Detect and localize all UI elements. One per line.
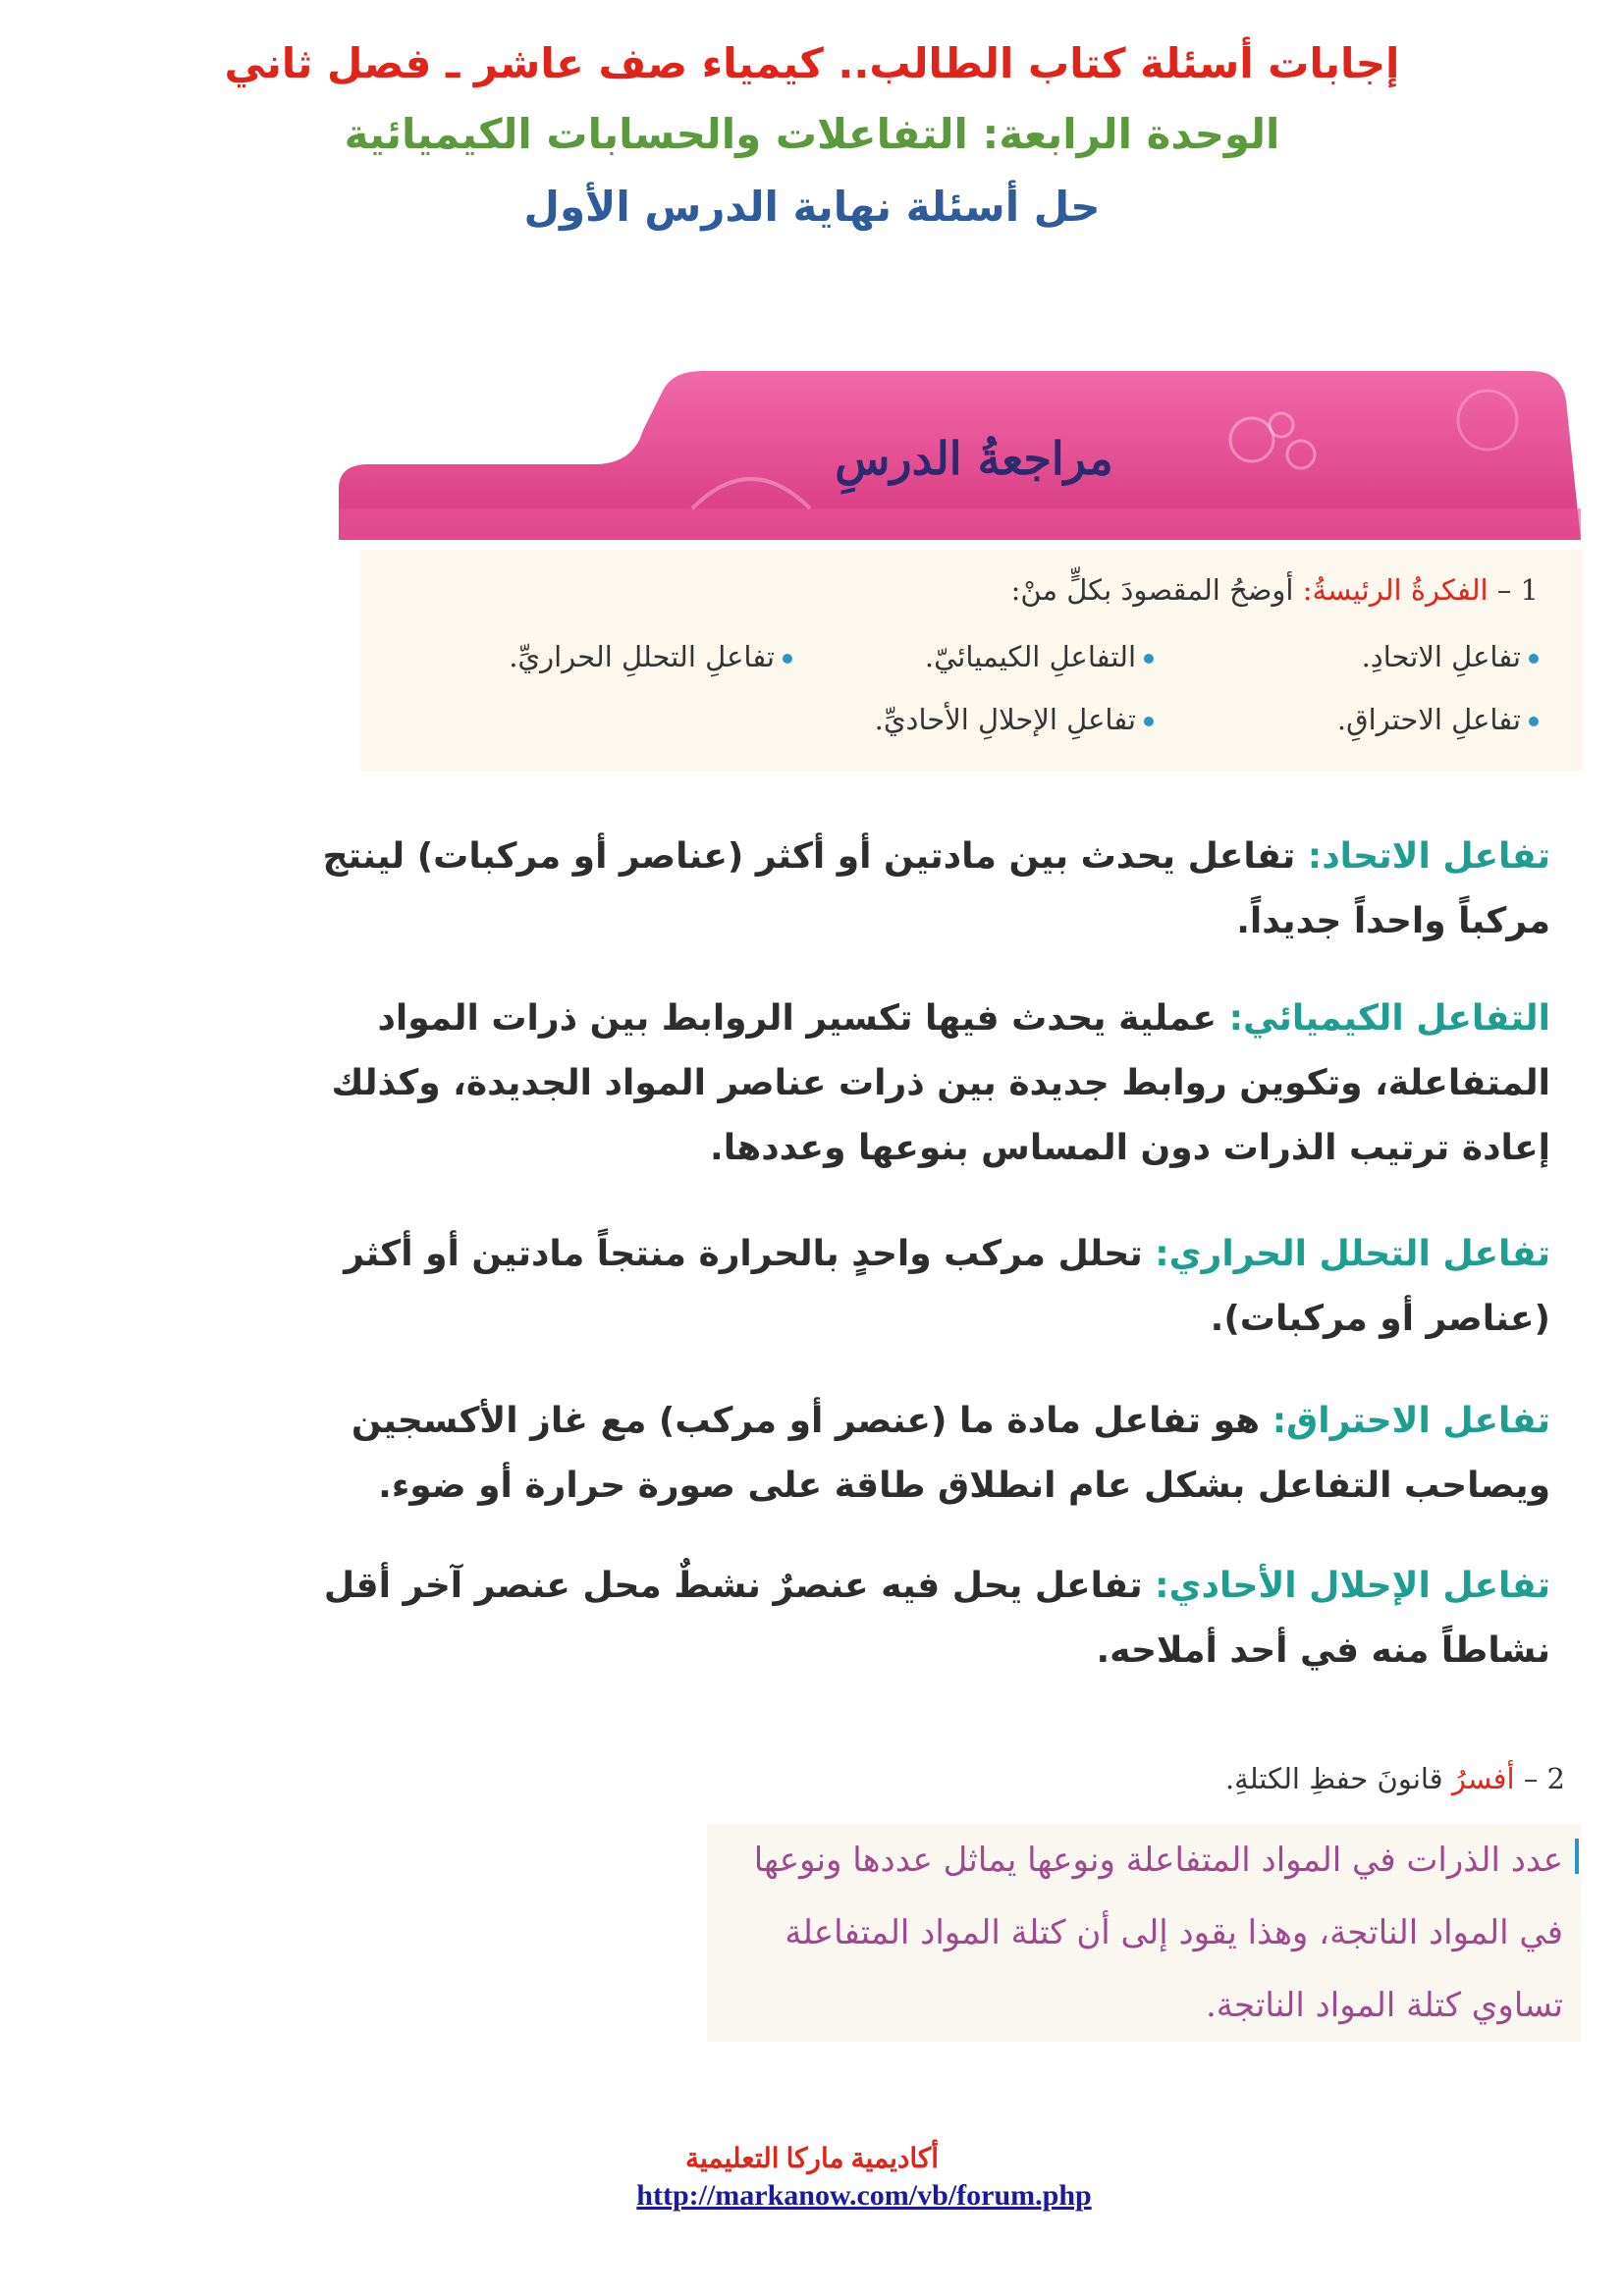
answer-paragraph xyxy=(274,987,1550,1181)
option-label: تفاعلِ الاتحادِ. xyxy=(1361,640,1521,673)
lesson-title: حل أسئلة نهاية الدرس الأول xyxy=(523,183,1101,231)
option-item xyxy=(875,703,1154,736)
answer-paragraph xyxy=(274,1389,1550,1519)
question-2-number: 2 – xyxy=(1523,1762,1565,1795)
bullet-icon xyxy=(1529,654,1539,664)
answer-paragraph xyxy=(274,1222,1550,1352)
page-title: إجابات أسئلة كتاب الطالب.. كيمياء صف عاشر ـ فصل ثاني xyxy=(224,39,1400,87)
bullet-icon xyxy=(1144,717,1154,726)
question-2-lead: أفسرُ xyxy=(1451,1762,1515,1795)
answer-term: تفاعل الإحلال الأحادي: xyxy=(1155,1566,1550,1606)
option-item xyxy=(509,640,792,673)
bullet-icon xyxy=(1144,654,1154,664)
answer-paragraph xyxy=(274,825,1550,954)
option-label: تفاعلِ الاحتراقِ. xyxy=(1336,703,1521,736)
option-label: التفاعلِ الكيميائيّ. xyxy=(924,640,1136,673)
unit-title: الوحدة الرابعة: التفاعلات والحسابات الكيميائية xyxy=(344,110,1280,158)
bullet-icon xyxy=(1529,717,1539,726)
answer-text: عملية يحدث فيها تكسير الروابط بين ذرات المواد المتفاعلة، وتكوين روابط جديدة بين ذرات عناصر المواد الجديدة، وكذلك إعادة ترتيب الذرات دون المساس بنوعها وعددها. xyxy=(331,998,1550,1168)
banner-title: مراجعةُ الدرسِ xyxy=(835,432,1113,485)
answer-term: تفاعل الاتحاد: xyxy=(1307,836,1550,877)
question-1-text: أوضحُ المقصودَ بكلٍّ منْ: xyxy=(1010,573,1294,607)
answer-text: هو تفاعل مادة ما (عنصر أو مركب) مع غاز الأكسجين ويصاحب التفاعل بشكل عام انطلاق طاقة على صورة حرارة أو ضوء. xyxy=(351,1401,1550,1506)
answer-term: التفاعل الكيميائي: xyxy=(1228,998,1550,1039)
footer-academy: أكاديمية ماركا التعليمية xyxy=(684,2144,940,2174)
option-item xyxy=(925,640,1154,673)
answer-text: تحلل مركب واحدٍ بالحرارة منتجاً مادتين أو أكثر (عناصر أو مركبات). xyxy=(344,1234,1550,1339)
question-1-number: 1 – xyxy=(1496,573,1539,607)
answer-paragraph xyxy=(274,1554,1550,1683)
answer-term: تفاعل التحلل الحراري: xyxy=(1155,1234,1550,1274)
question-2-text: قانونَ حفظِ الكتلةِ. xyxy=(1224,1762,1443,1795)
bullet-icon xyxy=(783,654,792,664)
question-1 xyxy=(1011,573,1539,607)
answer-term: تفاعل الاحتراق: xyxy=(1272,1401,1550,1441)
answer-text: تفاعل يحدث بين مادتين أو أكثر (عناصر أو مركبات) لينتج مركباً واحداً جديداً. xyxy=(322,836,1550,941)
option-item xyxy=(1362,640,1539,673)
option-label: تفاعلِ الإحلالِ الأحاديِّ. xyxy=(874,703,1136,736)
question-2 xyxy=(1225,1762,1565,1795)
review-question-box xyxy=(360,550,1583,771)
answer-text: تفاعل يحل فيه عنصرٌ نشطٌ محل عنصر آخر أقل نشاطاً منه في أحد أملاحه. xyxy=(323,1566,1550,1671)
footer-link[interactable]: http://markanow.com/vb/forum.php xyxy=(636,2179,1092,2212)
question-1-lead: الفكرةُ الرئيسةُ: xyxy=(1302,573,1489,607)
question-2-answer: عدد الذرات في المواد المتفاعلة ونوعها يماثل عددها ونوعها في المواد الناتجة، وهذا يقود إلى أن كتلة المواد المتفاعلة تساوي كتلة المواد الناتجة. xyxy=(753,1841,1563,2025)
answer-marker xyxy=(1575,1839,1579,1874)
option-label: تفاعلِ التحللِ الحراريِّ. xyxy=(509,640,775,673)
option-item xyxy=(1337,703,1539,736)
